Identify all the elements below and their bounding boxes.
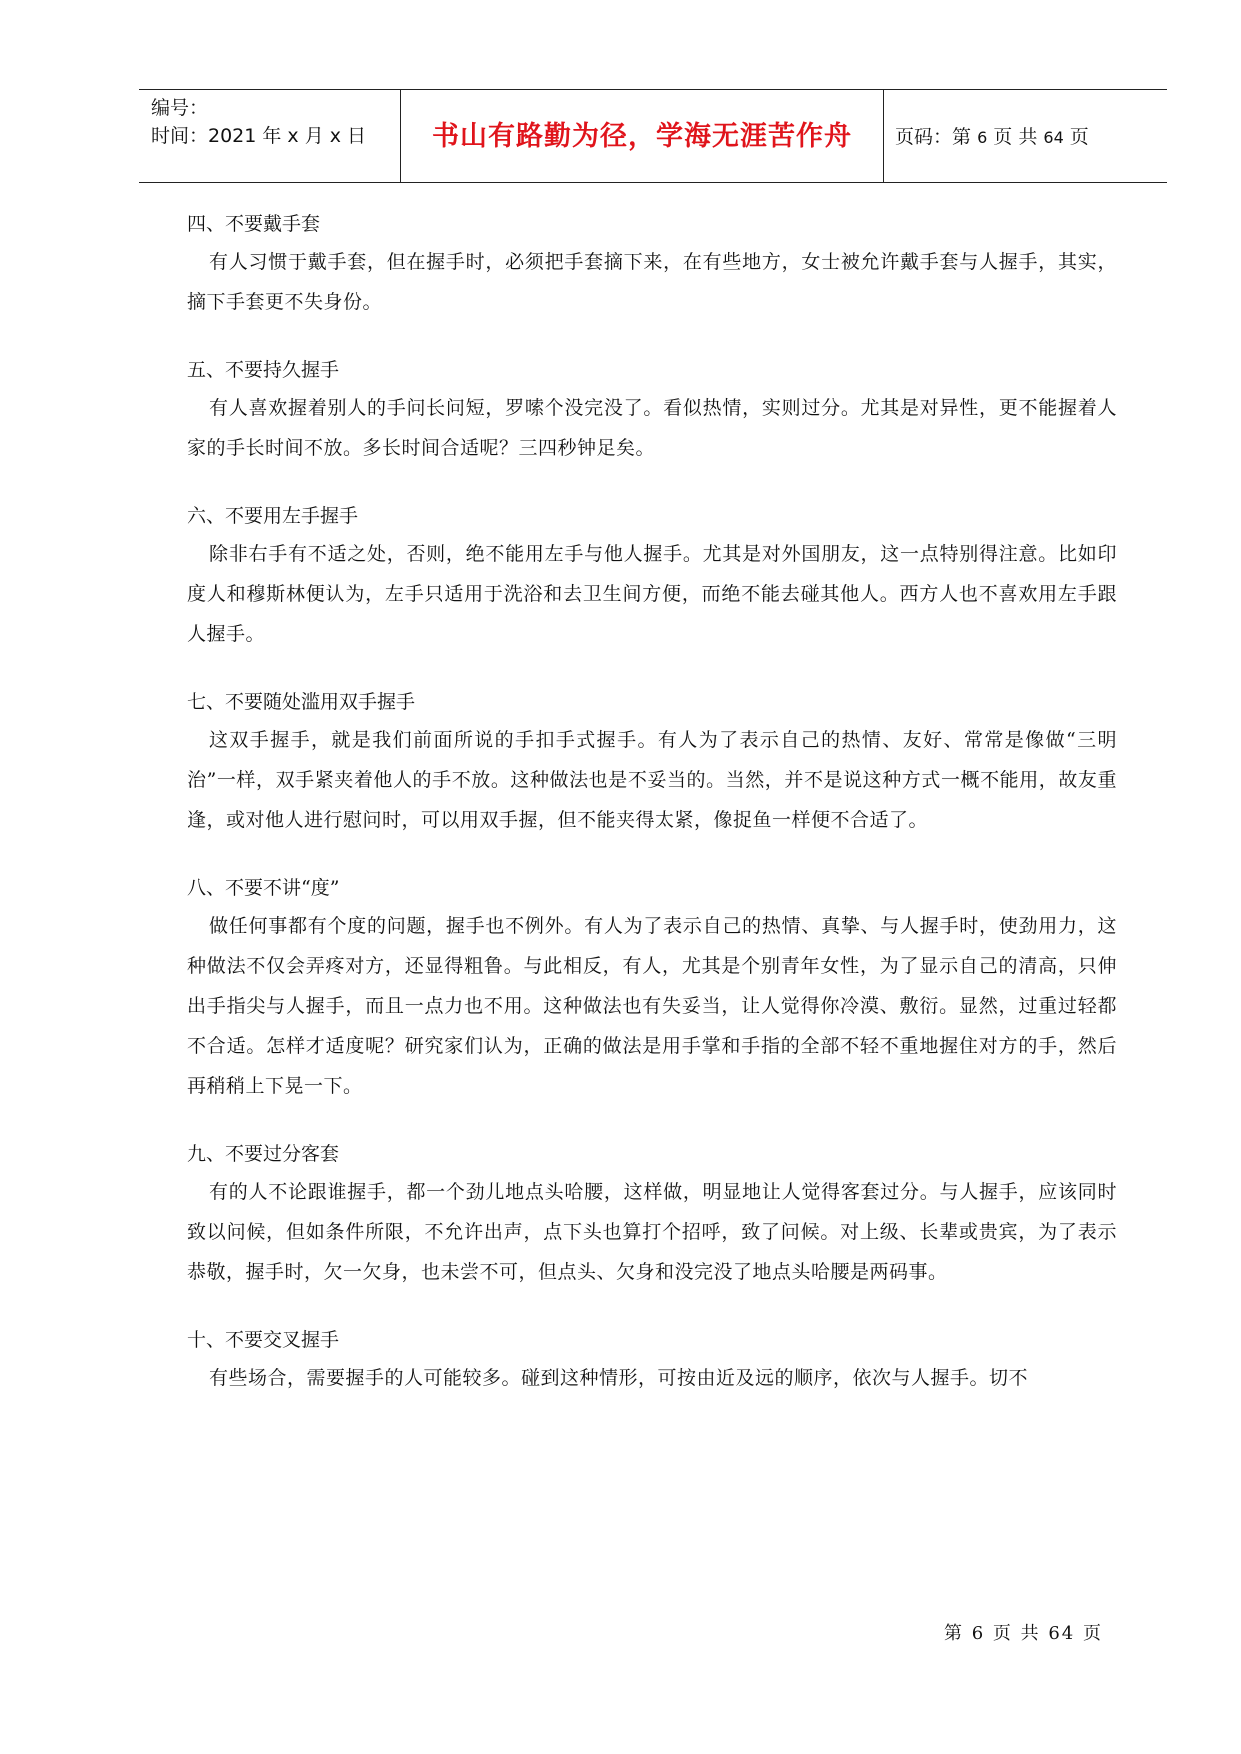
section-title: 六、不要用左手握手 [187, 505, 359, 527]
page-header [139, 89, 1167, 183]
section-paragraph: 有人喜欢握着别人的手问长问短，罗嗦个没完没了。看似热情，实则过分。尤其是对异性，更不能握着人家的手长时间不放。多长时间合适呢？三四秒钟足矣。 [187, 397, 1117, 459]
section-title: 十、不要交叉握手 [187, 1329, 340, 1351]
section [187, 684, 1117, 840]
page-suffix: 页 [1069, 126, 1089, 148]
section-title: 八、不要不讲“度” [187, 877, 340, 899]
section [187, 352, 1117, 468]
section-paragraph: 有人习惯于戴手套，但在握手时，必须把手套摘下来，在有些地方，女士被允许戴手套与人握手，其实，摘下手套更不失身份。 [187, 251, 1117, 313]
page-current: 6 [977, 128, 988, 147]
section [187, 206, 1117, 322]
section-paragraph: 除非右手有不适之处，否则，绝不能用左手与他人握手。尤其是对外国朋友，这一点特别得注意。比如印度人和穆斯林便认为，左手只适用于洗浴和去卫生间方便，而绝不能去碰其他人。西方人也不喜欢用左手跟人握手。 [187, 543, 1117, 645]
section-paragraph: 有的人不论跟谁握手，都一个劲儿地点头哈腰，这样做，明显地让人觉得客套过分。与人握手，应该同时致以问候，但如条件所限，不允许出声，点下头也算打个招呼，致了问候。对上级、长辈或贵宾，为了表示恭敬，握手时，欠一欠身，也未尝不可，但点头、欠身和没完没了地点头哈腰是两码事。 [187, 1181, 1117, 1283]
section [187, 870, 1117, 1106]
document-body [187, 206, 1117, 1428]
section-title: 四、不要戴手套 [187, 213, 321, 235]
section-paragraph: 有些场合，需要握手的人可能较多。碰到这种情形，可按由近及远的顺序，依次与人握手。切不 [209, 1367, 1029, 1389]
page-total: 64 [1043, 128, 1064, 147]
header-meta [151, 94, 366, 150]
time-label: 时间：2021 年 x 月 x 日 [151, 125, 367, 147]
page-mid: 页 共 [993, 126, 1038, 148]
page-footer: 第 6 页 共 64 页 [944, 1623, 1103, 1644]
section-title: 七、不要随处滥用双手握手 [187, 691, 416, 713]
page-prefix: 页码：第 [895, 126, 972, 148]
section-paragraph: 这双手握手，就是我们前面所说的手扣手式握手。有人为了表示自己的热情、友好、常常是像做“三明治”一样，双手紧夹着他人的手不放。这种做法也是不妥当的。当然，并不是说这种方式一概不能用，故友重逢，或对他人进行慰问时，可以用双手握，但不能夹得太紧，像捉鱼一样便不合适了。 [187, 729, 1117, 831]
section [187, 1322, 1117, 1398]
section-title: 九、不要过分客套 [187, 1143, 340, 1165]
section-title: 五、不要持久握手 [187, 359, 340, 381]
header-divider-right [883, 90, 884, 182]
section [187, 1136, 1117, 1292]
section [187, 498, 1117, 654]
serial-label: 编号： [151, 97, 209, 119]
header-motto: 书山有路勤为径，学海无涯苦作舟 [432, 121, 852, 152]
header-page-number [895, 122, 1089, 149]
section-paragraph: 做任何事都有个度的问题，握手也不例外。有人为了表示自己的热情、真挚、与人握手时，使劲用力，这种做法不仅会弄疼对方，还显得粗鲁。与此相反，有人，尤其是个别青年女性，为了显示自己的清高，只伸出手指尖与人握手，而且一点力也不用。这种做法也有失妥当，让人觉得你冷漠、敷衍。显然，过重过轻都不合适。怎样才适度呢？研究家们认为，正确的做法是用手掌和手指的全部不轻不重地握住对方的手，然后再稍稍上下晃一下。 [187, 915, 1117, 1097]
